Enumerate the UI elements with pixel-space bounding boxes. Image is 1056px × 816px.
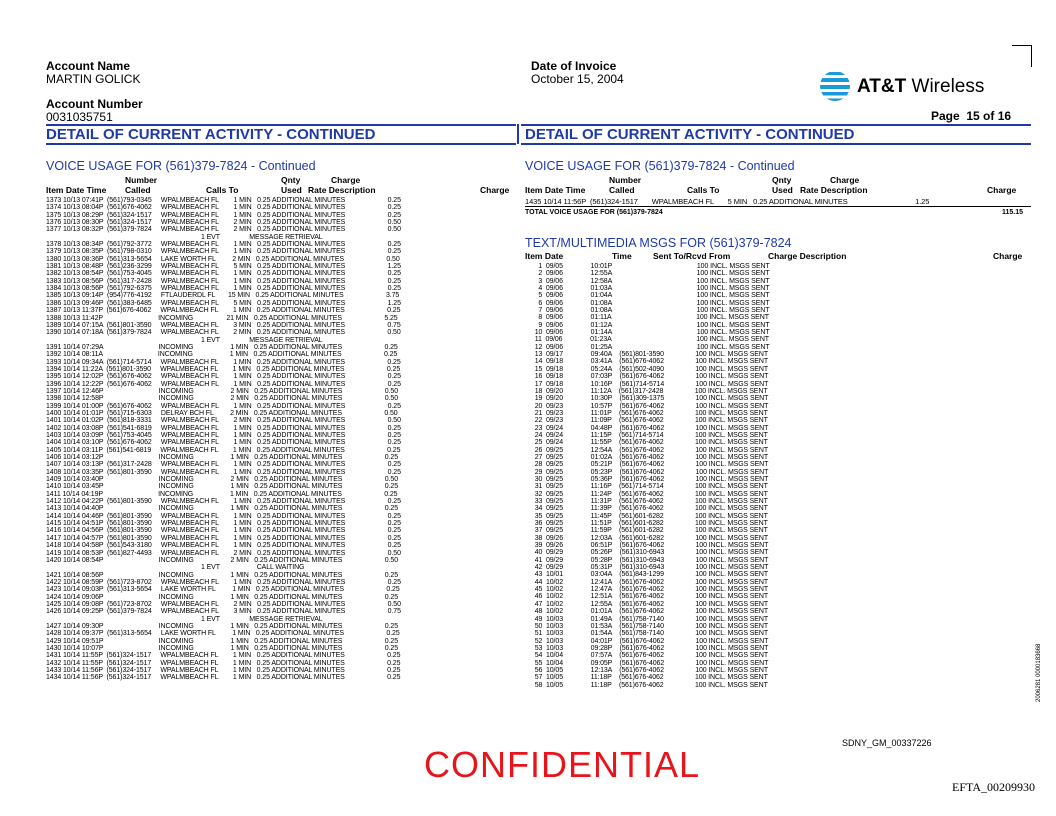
table-row: 15 09/18 05:24A (561)502-4090 100 INCL. MSGS SENT: [531, 365, 769, 373]
col-used: Used: [281, 185, 302, 195]
table-row: 1 09/05 10:01P 100 INCL. MSGS SENT: [531, 263, 770, 270]
col-called: Called: [125, 185, 151, 195]
side-code: 2006281 0000183668: [1036, 643, 1042, 702]
table-row: 1404 10/14 03:10P (561)676-4062 WPALMBEACH FL 1 MIN 0.25 ADDITIONAL MINUTES 0.25: [46, 439, 401, 447]
table-row: 40 09/29 05:26P (561)310-6943 100 INCL. MSGS SENT: [531, 549, 769, 557]
table-row: 1428 10/14 09:37P (561)313-5654 LAKE WORTH FL 1 MIN 0.25 ADDITIONAL MINUTES 0.25: [46, 630, 400, 638]
total-underline: [525, 206, 1031, 207]
table-row: 44 10/02 12:41A (561)676-4062 100 INCL. MSGS SENT: [531, 578, 769, 586]
table-row: 1432 10/14 11:55P (561)324-1517 WPALMBEACH FL 1 MIN 0.25 ADDITIONAL MINUTES 0.25: [46, 659, 401, 667]
col-charge: Charge: [480, 185, 510, 195]
table-row: 1401 10/14 01:02P (561)818-3331 WPALMBEACH FL 2 MIN 0.25 ADDITIONAL MINUTES 0.50: [46, 417, 401, 425]
table-row: 1421 10/14 08:56P INCOMING 1 MIN 0.25 ADDITIONAL MINUTES 0.25: [46, 571, 398, 579]
brand-name: AT&T Wireless: [857, 76, 985, 97]
table-row: 28 09/25 05:21P (561)676-4062 100 INCL. MSGS SENT: [531, 461, 769, 469]
table-row: 32 09/25 11:24P (561)676-4062 100 INCL. MSGS SENT: [531, 490, 768, 498]
table-row: 1397 10/14 12:46P INCOMING 2 MIN 0.25 ADDITIONAL MINUTES 0.50: [46, 387, 398, 395]
table-row: 48 10/02 01:01A (561)676-4062 100 INCL. MSGS SENT: [531, 608, 769, 616]
corner-mark: [1012, 45, 1032, 46]
col-item-date-time: Item Date Time: [525, 185, 586, 195]
table-row: 12 09/06 01:25A 100 INCL. MSGS SENT: [531, 343, 770, 351]
table-row: 1410 10/14 03:45P INCOMING 1 MIN 0.25 ADDITIONAL MINUTES 0.25: [46, 483, 398, 491]
table-row: 1393 10/14 09:34A (561)714-5714 WPALMBEACH FL 1 MIN 0.25 ADDITIONAL MINUTES 0.25: [46, 358, 401, 366]
table-row: 42 09/29 05:31P (561)310-6943 100 INCL. MSGS SENT: [531, 564, 769, 572]
right-section-rule: [521, 143, 1031, 145]
col-charge-desc: Charge: [830, 175, 860, 185]
table-row: 1415 10/14 04:51P (561)801-3590 WPALMBEACH FL 1 MIN 0.25 ADDITIONAL MINUTES 0.25: [46, 520, 401, 528]
table-row: 1 EVT CALL WAITING: [46, 564, 305, 572]
col-number: Number: [609, 175, 642, 185]
table-row: 20 09/23 10:57P (561)676-4062 100 INCL. MSGS SENT: [531, 402, 769, 410]
table-row: 1400 10/14 01:01P (561)715-6303 DELRAY BCH FL 2 MIN 0.25 ADDITIONAL MINUTES 0.50: [46, 409, 398, 417]
table-row: 6 09/06 01:08A 100 INCL. MSGS SENT: [531, 299, 770, 307]
table-row: 1418 10/14 04:58P (561)543-3180 WPALMBEACH FL 1 MIN 0.25 ADDITIONAL MINUTES 0.25: [46, 542, 401, 550]
table-row: 1395 10/14 12:02P (561)676-4062 WPALMBEACH FL 1 MIN 0.25 ADDITIONAL MINUTES 0.25: [46, 373, 401, 381]
table-row: 38 09/26 12:03A (561)601-6282 100 INCL. MSGS SENT: [531, 534, 769, 542]
table-row: 1 EVT MESSAGE RETRIEVAL: [46, 615, 323, 623]
table-row: 54 10/04 07:57A (561)676-4062 100 INCL. MSGS SENT: [531, 652, 769, 660]
right-section-title: DETAIL OF CURRENT ACTIVITY - CONTINUED: [525, 126, 855, 143]
table-row: 47 10/02 12:55A (561)676-4062 100 INCL. MSGS SENT: [531, 600, 769, 608]
table-row: 46 10/02 12:51A (561)676-4062 100 INCL. MSGS SENT: [531, 593, 769, 601]
table-row: 1388 10/13 11:42P INCOMING 21 MIN 0.25 ADDITIONAL MINUTES 5.25: [46, 314, 398, 322]
col-charge-desc: Charge: [331, 175, 361, 185]
table-row: 1386 10/13 09:46P (561)383-6485 WPALMBEACH FL 5 MIN 0.25 ADDITIONAL MINUTES 1.25: [46, 299, 401, 307]
table-row: 1381 10/13 08:48P (561)236-3299 WPALMBEACH FL 5 MIN 0.25 ADDITIONAL MINUTES 1.25: [46, 263, 401, 271]
table-row: 17 09/18 10:16P (561)714-5714 100 INCL. MSGS SENT: [531, 380, 769, 388]
table-row: 29 09/25 05:23P (561)676-4062 100 INCL. MSGS SENT: [531, 468, 769, 476]
table-row: 1373 10/13 07:41P (561)793-0345 WPALMBEACH FL 1 MIN 0.25 ADDITIONAL MINUTES 0.25: [46, 197, 401, 204]
table-row: 30 09/25 05:36P (561)676-4062 100 INCL. MSGS SENT: [531, 475, 769, 483]
table-row: 8 09/06 01:11A 100 INCL. MSGS SENT: [531, 314, 769, 322]
column-divider: [517, 124, 519, 144]
table-row: 1420 10/14 08:54P INCOMING 2 MIN 0.25 ADDITIONAL MINUTES 0.50: [46, 556, 398, 564]
table-row: 13 09/17 09:40A (561)801-3590 100 INCL. MSGS SENT: [531, 351, 769, 359]
table-row: 1426 10/14 09:25P (561)379-7824 WPALMBEACH FL 3 MIN 0.25 ADDITIONAL MINUTES 0.75: [46, 608, 401, 616]
col-time: Time: [612, 251, 632, 261]
table-row: 1398 10/14 12:58P INCOMING 2 MIN 0.25 ADDITIONAL MINUTES 0.50: [46, 395, 398, 403]
table-row: 1430 10/14 10:07P INCOMING 1 MIN 0.25 ADDITIONAL MINUTES 0.25: [46, 644, 398, 652]
col-calls-to: Calls To: [206, 185, 239, 195]
table-row: 1416 10/14 04:56P (561)801-3590 WPALMBEACH FL 1 MIN 0.25 ADDITIONAL MINUTES 0.25: [46, 527, 401, 535]
table-row: 50 10/03 01:53A (561)758-7140 100 INCL. MSGS SENT: [531, 622, 769, 630]
efta-number: EFTA_00209930: [952, 780, 1036, 794]
table-row: 39 09/26 06:51P (561)676-4062 100 INCL. MSGS SENT: [531, 542, 769, 550]
table-row: 1434 10/14 11:56P (561)324-1517 WPALMBEACH FL 1 MIN 0.25 ADDITIONAL MINUTES 0.25: [46, 674, 401, 682]
left-section-rule: [46, 143, 516, 145]
col-calls-to: Calls To: [687, 185, 720, 195]
table-row: 31 09/25 11:16P (561)714-5714 100 INCL. MSGS SENT: [531, 483, 768, 491]
table-row: 57 10/05 11:18P (561)676-4062 100 INCL. MSGS SENT: [531, 674, 768, 682]
table-row: 24 09/24 11:15P (561)714-5714 100 INCL. MSGS SENT: [531, 431, 768, 439]
table-row: 4 09/06 01:03A 100 INCL. MSGS SENT: [531, 285, 770, 293]
account-name-label: Account Name: [46, 59, 131, 73]
table-row: 1374 10/13 08:04P (561)676-4062 WPALMBEACH FL 1 MIN 0.25 ADDITIONAL MINUTES 0.25: [46, 204, 401, 212]
table-row: 56 10/05 12:13A (561)676-4062 100 INCL. MSGS SENT: [531, 666, 769, 674]
table-row: 52 10/03 04:01P (561)676-4062 100 INCL. MSGS SENT: [531, 637, 769, 645]
account-number: 0031035751: [46, 110, 113, 124]
table-row: 43 10/01 03:04A (561)843-1299 100 INCL. MSGS SENT: [531, 571, 769, 579]
table-row: 1379 10/13 08:35P (561)798-0310 WPALMBEACH FL 1 MIN 0.25 ADDITIONAL MINUTES 0.25: [46, 248, 401, 256]
col-sent-to: Sent To/Rcvd From: [653, 251, 731, 261]
table-row: 7 09/06 01:08A 100 INCL. MSGS SENT: [531, 307, 770, 315]
table-row: 1402 10/14 03:08P (561)541-6819 WPALMBEACH FL 1 MIN 0.25 ADDITIONAL MINUTES 0.25: [46, 424, 401, 432]
table-row: 21 09/23 11:01P (561)676-4062 100 INCL. MSGS SENT: [531, 409, 768, 417]
table-row: 18 09/20 11:12A (561)317-2428 100 INCL. MSGS SENT: [531, 387, 768, 395]
table-row: 16 09/18 07:03P (561)676-4062 100 INCL. MSGS SENT: [531, 373, 769, 381]
table-row: 26 09/25 12:54A (561)676-4062 100 INCL. MSGS SENT: [531, 446, 769, 454]
table-row: 1423 10/14 09:03P (561)313-5654 LAKE WORTH FL 1 MIN 0.25 ADDITIONAL MINUTES 0.25: [46, 586, 400, 594]
table-row: 1419 10/14 08:53P (561)827-4493 WPALMBEACH FL 2 MIN 0.25 ADDITIONAL MINUTES 0.50: [46, 549, 401, 557]
table-row: 25 09/24 11:55P (561)676-4062 100 INCL. MSGS SENT: [531, 439, 768, 447]
table-row: 1384 10/13 08:56P (561)792-6375 WPALMBEACH FL 1 MIN 0.25 ADDITIONAL MINUTES 0.25: [46, 285, 401, 293]
account-number-label: Account Number: [46, 97, 143, 111]
table-row: 23 09/24 04:48P (561)676-4062 100 INCL. MSGS SENT: [531, 424, 769, 432]
table-row: 9 09/06 01:12A 100 INCL. MSGS SENT: [531, 321, 770, 329]
table-row: 10 09/06 01:14A 100 INCL. MSGS SENT: [531, 329, 770, 337]
col-charge: Charge: [993, 251, 1023, 261]
left-section-title: DETAIL OF CURRENT ACTIVITY - CONTINUED: [46, 126, 376, 143]
table-row: 1377 10/13 08:32P (561)379-7824 WPALMBEACH FL 2 MIN 0.25 ADDITIONAL MINUTES 0.50: [46, 226, 401, 234]
page-indicator: Page 15 of 16: [931, 109, 1012, 123]
table-row: 1408 10/14 03:35P (561)801-3590 WPALMBEACH FL 1 MIN 0.25 ADDITIONAL MINUTES 0.25: [46, 468, 401, 476]
table-row: 5 09/06 01:04A 100 INCL. MSGS SENT: [531, 292, 770, 300]
col-used: Used: [772, 185, 793, 195]
table-row: 1378 10/13 08:34P (561)792-3772 WPALMBEACH FL 1 MIN 0.25 ADDITIONAL MINUTES 0.25: [46, 241, 401, 249]
table-row: 1429 10/14 09:51P INCOMING 1 MIN 0.25 ADDITIONAL MINUTES 0.25: [46, 637, 398, 645]
table-row: 19 09/20 10:30P (561)309-1375 100 INCL. MSGS SENT: [531, 395, 769, 403]
table-row: 1 EVT MESSAGE RETRIEVAL: [46, 336, 323, 344]
table-row: 1413 10/14 04:40P INCOMING 1 MIN 0.25 ADDITIONAL MINUTES 0.25: [46, 505, 398, 513]
table-row: 34 09/25 11:39P (561)676-4062 100 INCL. MSGS SENT: [531, 505, 768, 513]
table-row: 1390 10/14 07:18A (561)379-7824 WPALMBEACH FL 2 MIN 0.25 ADDITIONAL MINUTES 0.50: [46, 329, 401, 337]
invoice-date-label: Date of Invoice: [531, 59, 617, 73]
table-row: 1407 10/14 03:13P (561)317-2428 WPALMBEACH FL 1 MIN 0.25 ADDITIONAL MINUTES 0.25: [46, 461, 401, 469]
table-row: 1425 10/14 09:08P (561)723-8702 WPALMBEACH FL 2 MIN 0.25 ADDITIONAL MINUTES 0.50: [46, 600, 401, 608]
table-row: 1382 10/13 08:54P (561)753-4045 WPALMBEACH FL 1 MIN 0.25 ADDITIONAL MINUTES 0.25: [46, 270, 401, 278]
table-row: 1394 10/14 11:22A (561)801-3590 WPALMBEACH FL 1 MIN 0.25 ADDITIONAL MINUTES 0.25: [46, 365, 401, 373]
table-row: 1405 10/14 03:11P (561)541-6819 WPALMBEACH FL 1 MIN 0.25 ADDITIONAL MINUTES 0.25: [46, 446, 401, 454]
col-item-date-time: Item Date Time: [46, 185, 107, 195]
table-row: 58 10/05 11:18P (561)676-4062 100 INCL. MSGS SENT: [531, 681, 768, 689]
col-number: Number: [125, 175, 158, 185]
table-row: 1389 10/14 07:15A (561)801-3590 WPALMBEACH FL 3 MIN 0.25 ADDITIONAL MINUTES 0.75: [46, 321, 401, 329]
table-row: 1392 10/14 08:11A INCOMING 1 MIN 0.25 ADDITIONAL MINUTES 0.25: [46, 351, 398, 359]
invoice-date: October 15, 2004: [531, 72, 624, 86]
table-row: 49 10/03 01:49A (561)758-7140 100 INCL. MSGS SENT: [531, 615, 769, 623]
table-row: 1391 10/14 07:29A INCOMING 1 MIN 0.25 ADDITIONAL MINUTES 0.25: [46, 343, 398, 351]
table-row: 35 09/25 11:45P (561)601-6282 100 INCL. MSGS SENT: [531, 512, 768, 520]
table-row: 1424 10/14 09:06P INCOMING 1 MIN 0.25 ADDITIONAL MINUTES 0.25: [46, 593, 398, 601]
att-globe-icon: [817, 68, 853, 104]
table-row: 1431 10/14 11:55P (561)324-1517 WPALMBEACH FL 1 MIN 0.25 ADDITIONAL MINUTES 0.25: [46, 652, 401, 660]
table-row: 1422 10/14 08:59P (561)723-8702 WPALMBEACH FL 1 MIN 0.25 ADDITIONAL MINUTES 0.25: [46, 578, 401, 586]
table-row: 1406 10/14 03:12P INCOMING 1 MIN 0.25 ADDITIONAL MINUTES 0.25: [46, 454, 398, 462]
col-rate-description: Rate Description: [308, 185, 376, 195]
table-row: 1403 10/14 03:09P (561)753-4045 WPALMBEACH FL 1 MIN 0.25 ADDITIONAL MINUTES 0.25: [46, 432, 401, 439]
table-row: 1414 10/14 04:46P (561)801-3590 WPALMBEACH FL 1 MIN 0.25 ADDITIONAL MINUTES 0.25: [46, 512, 401, 520]
left-voice-rows: [46, 197, 516, 682]
text-msgs-title: TEXT/MULTIMEDIA MSGS FOR (561)379-7824: [525, 236, 792, 250]
col-called: Called: [609, 185, 635, 195]
text-msgs-rows: [531, 263, 1031, 689]
table-row: 3 09/06 12:58A 100 INCL. MSGS SENT: [531, 277, 770, 285]
confidential-stamp: CONFIDENTIAL: [424, 744, 701, 785]
table-row: 36 09/25 11:51P (561)601-6282 100 INCL. MSGS SENT: [531, 520, 768, 528]
table-row: 37 09/25 11:59P (561)601-6282 100 INCL. MSGS SENT: [531, 527, 768, 535]
table-row: 1 EVT MESSAGE RETRIEVAL: [46, 233, 323, 241]
table-row: 1399 10/14 01:00P (561)676-4062 WPALMBEACH FL 1 MIN 0.25 ADDITIONAL MINUTES 0.25: [46, 402, 401, 410]
account-name: MARTIN GOLICK: [46, 72, 141, 86]
table-row: 14 09/18 03:41A (561)676-4062 100 INCL. MSGS SENT: [531, 358, 769, 366]
table-row: 1433 10/14 11:56P (561)324-1517 WPALMBEACH FL 1 MIN 0.25 ADDITIONAL MINUTES 0.25: [46, 667, 401, 674]
table-row: 1417 10/14 04:57P (561)801-3590 WPALMBEACH FL 1 MIN 0.25 ADDITIONAL MINUTES 0.25: [46, 534, 401, 542]
table-row: 41 09/29 05:28P (561)310-6943 100 INCL. MSGS SENT: [531, 556, 769, 564]
table-row: 1383 10/13 08:56P (561)317-2428 WPALMBEACH FL 1 MIN 0.25 ADDITIONAL MINUTES 0.25: [46, 277, 401, 285]
table-row: 2 09/06 12:55A 100 INCL. MSGS SENT: [531, 270, 770, 278]
table-row: 1409 10/14 03:40P INCOMING 2 MIN 0.25 ADDITIONAL MINUTES 0.50: [46, 476, 398, 484]
voice-total-label: TOTAL VOICE USAGE FOR (561)379-7824: [525, 209, 663, 216]
table-row: 51 10/03 01:54A (561)758-7140 100 INCL. MSGS SENT: [531, 630, 769, 638]
table-row: 1396 10/14 12:22P (561)676-4062 WPALMBEACH FL 1 MIN 0.25 ADDITIONAL MINUTES 0.25: [46, 380, 401, 388]
table-row: 1412 10/14 04:22P (561)801-3590 WPALMBEACH FL 1 MIN 0.25 ADDITIONAL MINUTES 0.25: [46, 498, 401, 506]
table-row: 1411 10/14 04:19P INCOMING 1 MIN 0.25 ADDITIONAL MINUTES 0.25: [46, 490, 398, 498]
brand-wireless-text: Wireless: [911, 76, 985, 97]
bates-number: SDNY_GM_00337226: [842, 738, 932, 748]
col-charge: Charge: [987, 185, 1017, 195]
right-voice-row: 1435 10/14 11:56P (561)324-1517 WPALMBEACH FL 5 MIN 0.25 ADDITIONAL MINUTES 1.25: [525, 197, 930, 206]
table-row: 1387 10/13 11:37P (561)676-4062 WPALMBEACH FL 1 MIN 0.25 ADDITIONAL MINUTES 0.25: [46, 307, 401, 315]
table-row: 33 09/25 11:31P (561)676-4062 100 INCL. MSGS SENT: [531, 498, 768, 505]
table-row: 22 09/23 11:09P (561)676-4062 100 INCL. MSGS SENT: [531, 417, 768, 425]
table-row: 53 10/03 09:28P (561)676-4062 100 INCL. MSGS SENT: [531, 644, 769, 652]
col-charge-description: Charge Description: [768, 251, 847, 261]
table-row: 27 09/25 01:02A (561)676-4062 100 INCL. MSGS SENT: [531, 453, 769, 461]
table-row: 1375 10/13 08:29P (561)324-1517 WPALMBEACH FL 1 MIN 0.25 ADDITIONAL MINUTES 0.25: [46, 211, 401, 219]
col-item-date: Item Date: [525, 251, 564, 261]
table-row: 11 09/06 01:23A 100 INCL. MSGS SENT: [531, 336, 769, 344]
voice-total-value: 115.15: [1002, 209, 1024, 216]
col-qnty: Qnty: [772, 175, 792, 185]
table-row: 1376 10/13 08:30P (561)324-1517 WPALMBEACH FL 2 MIN 0.25 ADDITIONAL MINUTES 0.50: [46, 219, 401, 227]
table-row: 1385 10/13 09:14P (954)776-4192 FTLAUDERDL FL 15 MIN 0.25 ADDITIONAL MINUTES 3.75: [46, 292, 400, 300]
table-row: 1427 10/14 09:30P INCOMING 1 MIN 0.25 ADDITIONAL MINUTES 0.25: [46, 622, 398, 630]
left-voice-subtitle: VOICE USAGE FOR (561)379-7824 - Continued: [46, 159, 316, 173]
table-row: 55 10/04 09:05P (561)676-4062 100 INCL. MSGS SENT: [531, 659, 769, 667]
table-row: 45 10/02 12:47A (561)676-4062 100 INCL. MSGS SENT: [531, 586, 769, 594]
right-voice-subtitle: VOICE USAGE FOR (561)379-7824 - Continued: [525, 159, 795, 173]
corner-mark-vertical: [1031, 45, 1032, 67]
table-row: 1380 10/13 08:36P (561)313-5654 LAKE WORTH FL 2 MIN 0.25 ADDITIONAL MINUTES 0.50: [46, 255, 400, 263]
col-qnty: Qnty: [281, 175, 301, 185]
col-rate-description: Rate Description: [800, 185, 868, 195]
